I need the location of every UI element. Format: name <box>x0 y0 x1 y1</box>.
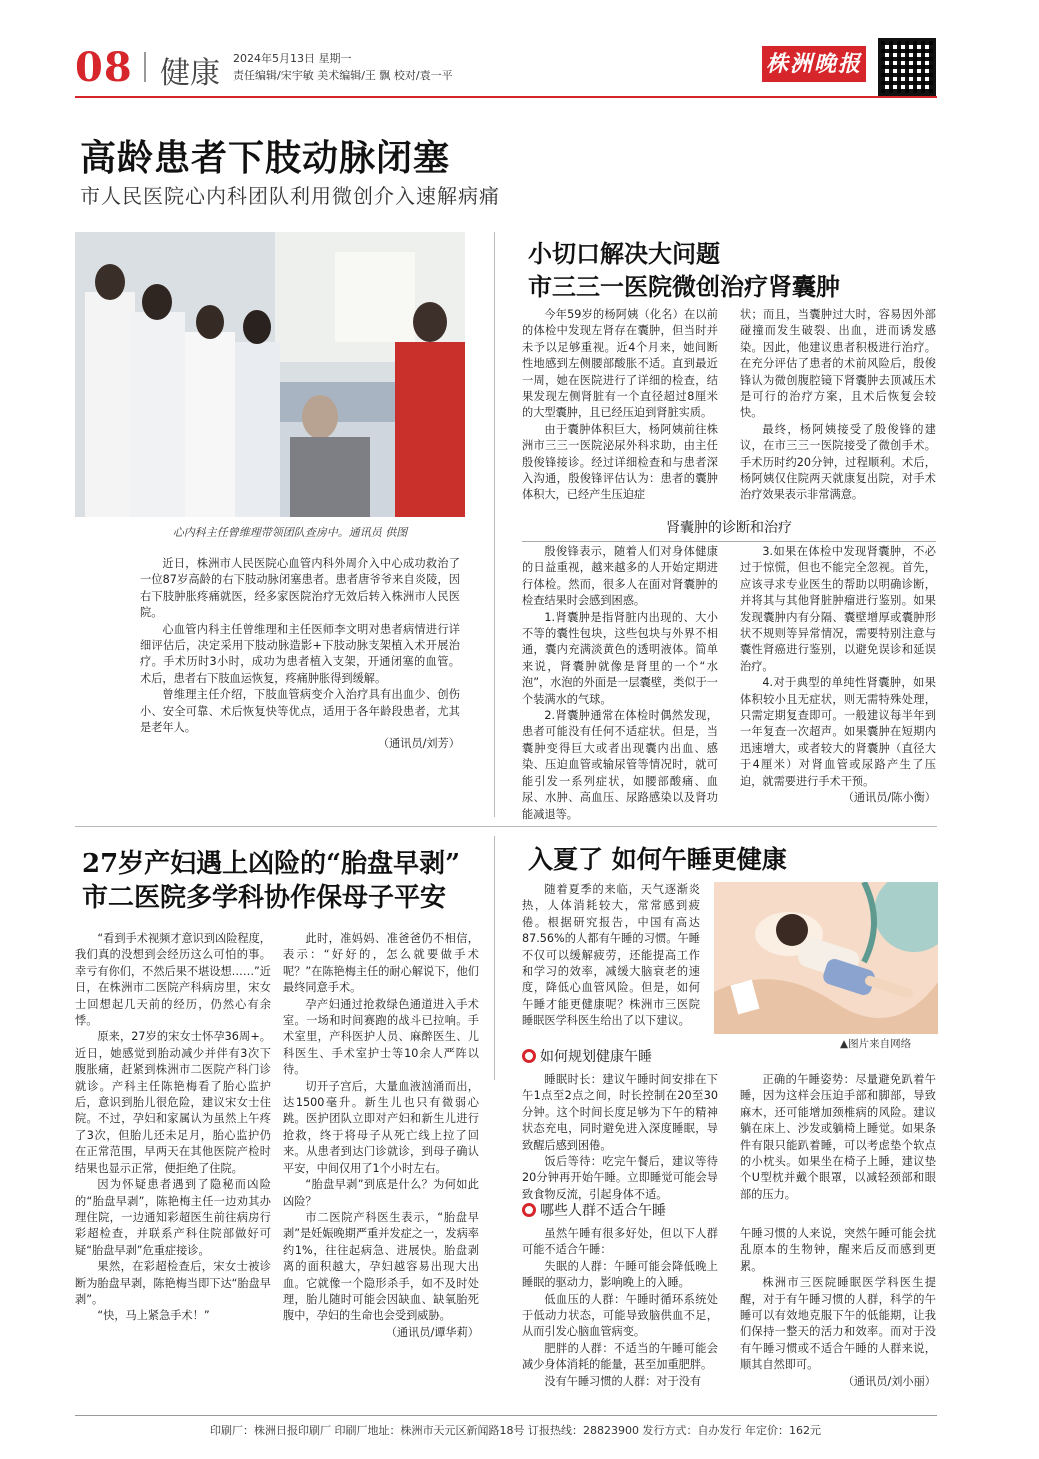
article2-subhead: 肾囊肿的诊断和治疗 <box>522 517 936 542</box>
article2-byline: （通讯员/陈小衡） <box>842 791 936 805</box>
article1-body <box>140 556 460 753</box>
illustration-caption: ▲图片来自网络 <box>840 1038 912 1050</box>
article3-column-1 <box>75 931 271 1325</box>
paragraph: 今年59岁的杨阿姨（化名）在以前的体检中发现左肾存在囊肿，但当时并未予以足够重视。近4个月来，她间断性地感到左侧腰部酸胀不适。直到最近一周，她在医院进行了详细的检查，结果发现左侧肾脏有一个直径超过8厘米的大型囊肿，且已经压迫到肾脏实质。 <box>522 308 718 420</box>
paragraph: “看到手术视频才意识到凶险程度，我们真的没想到会经历这么可怕的事。幸亏有你们，不然后果不堪设想……”近日，在株洲市二医院产科病房里，宋女士回想起几天前的经历，仍然心有余悸。 <box>75 932 271 1028</box>
article1-title: 高龄患者下肢动脉闭塞 <box>80 138 451 179</box>
newspaper-logo: 株洲晚报 <box>762 46 866 82</box>
article2-title-line1: 小切口解决大问题 <box>528 239 720 268</box>
article2-column-4 <box>740 544 936 807</box>
paragraph: 没有午睡习惯的人群：对于没有 <box>544 1374 702 1388</box>
paragraph: 睡眠时长：建议午睡时间安排在下午1点至2点之间，时长控制在20至30分钟。这个时间长度足够为下午的精神状态充电，同时避免进入深度睡眠，导致醒后感到困倦。 <box>522 1073 718 1152</box>
footer-rule <box>75 1415 937 1416</box>
article2-title <box>528 237 840 303</box>
paragraph: 殷俊锋表示，随着人们对身体健康的日益重视，越来越多的人开始定期进行体检。然而，很多人在面对肾囊肿的检查结果时会感到困惑。 <box>522 545 718 608</box>
column-divider <box>494 232 495 817</box>
paragraph: 果然，在彩超检查后，宋女士被诊断为胎盘早剥，陈艳梅当即下达“胎盘早剥”。 <box>75 1260 271 1306</box>
article3-title-line1: 27岁产妇遇上凶险的“胎盘早剥” <box>82 849 461 879</box>
qr-code <box>878 38 936 96</box>
article2-title-line2: 市三三一医院微创治疗肾囊肿 <box>528 272 840 301</box>
paragraph: 由于囊肿体积巨大，杨阿姨前往株洲市三三一医院泌尿外科求助，由主任殷俊锋接诊。经过详细检查和与患者深入沟通，殷俊锋评估认为：患者的囊肿体积大，已经产生压迫症 <box>522 422 718 502</box>
article2-column-2 <box>740 307 936 504</box>
paragraph: 切开子宫后，大量血液汹涌而出，达1500毫升。新生儿也只有微弱心跳。医护团队立即对产妇和新生儿进行抢救，终于将母子从死亡线上拉了回来。从患者到达门诊就诊，到母子确认平安，中间仅用了1个小时左右。 <box>283 1079 479 1175</box>
article1-byline: （通讯员/刘芳） <box>377 737 460 751</box>
article3-byline: （通讯员/谭华莉） <box>385 1325 479 1339</box>
paragraph: 午睡习惯的人来说，突然午睡可能会扰乱原本的生物钟，醒来后反而感到更累。 <box>740 1227 936 1273</box>
paragraph: 4.对于典型的单纯性肾囊肿，如果体积较小且无症状，则无需特殊处理，只需定期复查即可。一般建议每半年到一年复查一次超声。如果囊肿在短期内迅速增大，或者较大的肾囊肿（直径大于4厘米）对肾血管或尿路产生了压迫，就需要进行手术干预。 <box>740 676 936 788</box>
article4-section1-head <box>522 1046 652 1066</box>
article4-section2-col2 <box>740 1226 936 1390</box>
paragraph: 市二医院产科医生表示，“胎盘早剥”是妊娠晚期严重并发症之一，发病率约1%，往往起病急、进展快。胎盘剥离的面积越大，孕妇越容易出现大出血。它就像一个隐形杀手，如不及时处理，胎儿随时可能会因缺血、缺氧胎死腹中，孕妇的生命也会受到威胁。 <box>283 1210 479 1323</box>
column-divider <box>494 836 495 1080</box>
paragraph: 3.如果在体检中发现肾囊肿，不必过于惊慌，但也不能完全忽视。首先，应该寻求专业医生的帮助以明确诊断，并将其与其他肾脏肿瘤进行鉴别。如果发现囊肿内有分隔、囊壁增厚或囊肿形状不规则等异常情况，需要特别注意与囊性肾癌进行鉴别，以避免误诊和延误治疗。 <box>740 545 936 673</box>
article4-section2-col1 <box>522 1226 718 1390</box>
section-name: 健康 <box>160 56 220 91</box>
paragraph: 低血压的人群：午睡时循环系统处于低动力状态，可能导致脑供血不足，从而引发心脑血管病变。 <box>522 1292 718 1339</box>
paragraph: “胎盘早剥”到底是什么？为何如此凶险？ <box>283 1178 479 1208</box>
paragraph: 株洲市三医院睡眠医学科医生提醒，对于有午睡习惯的人群，科学的午睡可以有效地克服下午的低能期，让我们保持一整天的活力和效率。而对于没有午睡习惯或不适合午睡的人群来说，顺其自然即可。 <box>740 1276 936 1372</box>
paragraph: 状；而且，当囊肿过大时，容易因外部碰撞而发生破裂、出血，进而诱发感染。因此，他建议患者积极进行治疗。在充分评估了患者的术前风险后，殷俊锋认为微创腹腔镜下肾囊肿去顶减压术是可行的治疗方案，且术后恢复会较快。 <box>740 308 936 420</box>
paragraph: 孕产妇通过抢救绿色通道进入手术室。一场和时间赛跑的战斗已拉响。手术室里，产科医护人员、麻醉医生、儿科医生、手术室护士等10余人严阵以待。 <box>283 997 479 1077</box>
paragraph: 曾维理主任介绍，下肢血管病变介入治疗具有出血少、创伤小、安全可靠、术后恢复快等优点，适用于各年龄段患者，尤其是老年人。 <box>140 688 460 735</box>
article4-byline: （通讯员/刘小丽） <box>842 1374 936 1388</box>
article1-subtitle: 市人民医院心内科团队利用微创介入速解病痛 <box>80 184 500 208</box>
article4-title: 入夏了 如何午睡更健康 <box>528 845 787 874</box>
article4-intro <box>522 882 700 1030</box>
article4-section2-head <box>522 1200 666 1220</box>
paragraph: 失眠的人群：午睡可能会降低晚上睡眠的驱动力，影响晚上的入睡。 <box>522 1259 718 1290</box>
header-credits: 责任编辑/宋宇敏 美术编辑/王 飘 校对/袁一平 <box>233 69 453 82</box>
paragraph: 正确的午睡姿势：尽量避免趴着午睡，因为这样会压迫手部和脚部，导致麻木，还可能增加颈椎病的风险。建议躺在床上、沙发或躺椅上睡觉。如果条件有限只能趴着睡，可以考虑垫个软点的小枕头。如果坐在椅子上睡，建议垫个U型枕并戴个眼罩，以减轻颈部和眼部的压力。 <box>740 1073 936 1201</box>
paragraph: 最终，杨阿姨接受了殷俊锋的建议，在市三三一医院接受了微创手术。手术历时约20分钟，过程顺利。术后，杨阿姨仅住院两天就康复出院，对手术治疗效果表示非常满意。 <box>740 422 936 502</box>
header-date: 2024年5月13日 星期一 <box>233 52 352 65</box>
header-rule <box>75 96 937 98</box>
paragraph: 近日，株洲市人民医院心血管内科外周介入中心成功救治了一位87岁高龄的右下肢动脉闭塞患者。患者唐爷爷来自炎陵，因右下肢肿胀疼痛就医，经多家医院治疗无效后转入株洲市人民医院。 <box>140 557 460 620</box>
article4-section1-col1 <box>522 1072 718 1203</box>
paragraph: 此时，准妈妈、准爸爸仍不相信，表示：“好好的，怎么就要做手术呢？”在陈艳梅主任的耐心解说下，他们最终同意手术。 <box>283 932 479 995</box>
paragraph: 2.肾囊肿通常在体检时偶然发现，患者可能没有任何不适症状。但是，当囊肿变得巨大或者出现囊内出血、感染、压迫血管或输尿管等情况时，就可能引发一系列症状，如腰部酸痛、血尿、水肿、高血压、尿路感染以及肾功能减退等。 <box>522 709 718 821</box>
nap-illustration <box>714 882 938 1034</box>
paragraph: 因为怀疑患者遇到了隐秘而凶险的“胎盘早剥”，陈艳梅主任一边劝其办理住院，一边通知彩超医生前往病房行彩超检查，并联系产科住院部做好可疑“胎盘早剥”危重症接诊。 <box>75 1178 271 1257</box>
circle-bullet-icon <box>522 1203 536 1217</box>
paragraph: 原来，27岁的宋女士怀孕36周+。近日，她感觉到胎动减少并伴有3次下腹胀痛，赶紧到株洲市二医院产科门诊就诊。产科主任陈艳梅看了胎心监护后，意识到胎儿很危险，建议宋女士住院。不过，孕妇和家属认为虽然上午疼了3次，但胎儿还未足月，胎心监护仍在正常范围，早两天在其他医院产检时结果也显示正常，便拒绝了住院。 <box>75 1030 271 1175</box>
footer-info: 印刷厂：株洲日报印刷厂 印刷厂地址：株洲市天元区新闻路18号 订报热线：28823900 发行方式：自办发行 年定价：162元 <box>210 1424 821 1437</box>
paragraph: 饭后等待：吃完午餐后，建议等待20分钟再开始午睡。立即睡觉可能会导致食物反流，引起身体不适。 <box>522 1155 718 1201</box>
paragraph: 肥胖的人群：不适当的午睡可能会减少身体消耗的能量，甚至加重肥胖。 <box>522 1341 718 1372</box>
article2-column-1 <box>522 307 718 504</box>
page-number: 08 <box>75 44 133 91</box>
section-head-text: 哪些人群不适合午睡 <box>540 1203 666 1219</box>
article2-column-3 <box>522 544 718 823</box>
hospital-ward-photo <box>75 232 465 517</box>
section-divider <box>75 826 937 827</box>
header-divider <box>144 52 146 82</box>
paragraph: 1.肾囊肿是指肾脏内出现的、大小不等的囊性包块，这些包块与外界不相通，囊内充满淡黄色的透明液体。简单来说，肾囊肿就像是肾里的一个“水泡”，水泡的外面是一层囊壁，类似于一个装满水的气球。 <box>522 610 718 706</box>
paragraph: 心血管内科主任曾维理和主任医师李文明对患者病情进行详细评估后，决定采用下肢动脉造影+下肢动脉支架植入术开展治疗。手术历时3小时，成功为患者植入支架，开通闭塞的血管。术后，患者右下肢血运恢复，疼痛肿胀得到缓解。 <box>140 622 460 685</box>
article3-column-2 <box>283 931 479 1341</box>
paragraph: 随着夏季的来临，天气逐渐炎热，人体消耗较大，常常感到疲倦。根据研究报告，中国有高达87.56%的人都有午睡的习惯。午睡不仅可以缓解疲劳，还能提高工作和学习的效率，减缓大脑衰老的速度，降低心血管风险。但是，如何午睡才能更健康呢？株洲市三医院睡眠医学科医生给出了以下建议。 <box>522 883 700 1028</box>
section-head-text: 如何规划健康午睡 <box>540 1049 652 1065</box>
paragraph: 虽然午睡有很多好处，但以下人群可能不适合午睡： <box>522 1227 718 1257</box>
article1-photo-caption: 心内科主任曾维理带领团队查房中。通讯员 供图 <box>172 526 408 539</box>
article4-section1-col2 <box>740 1072 936 1203</box>
paragraph: “快，马上紧急手术！” <box>97 1309 210 1323</box>
article3-title-line2: 市二医院多学科协作保母子平安 <box>82 883 447 913</box>
article3-title <box>82 847 460 915</box>
circle-bullet-icon <box>522 1049 536 1063</box>
